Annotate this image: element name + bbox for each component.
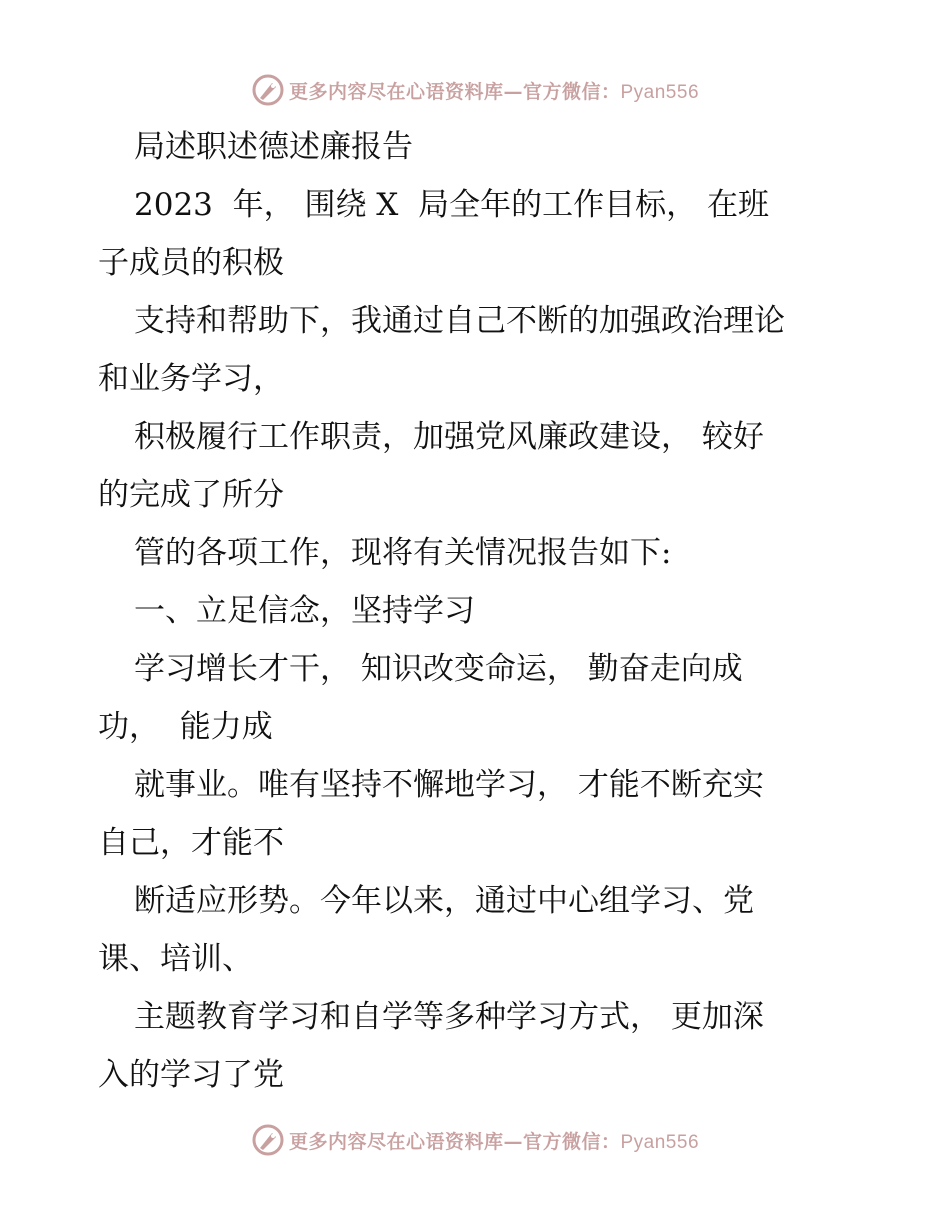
paragraph-line: 积极履行工作职责，加强党风廉政建设， 较好 xyxy=(134,419,764,455)
footer-watermark-banner xyxy=(0,1120,950,1160)
paragraph-line: 的完成了所分 xyxy=(98,477,284,513)
paragraph-line: 支持和帮助下，我通过自己不断的加强政治理论 xyxy=(134,303,785,339)
watermark-label: 更多内容尽在心语资料库—官方微信： xyxy=(288,1130,621,1153)
section-heading: 一、立足信念，坚持学习 xyxy=(134,593,475,629)
paragraph-line: 功， 能力成 xyxy=(98,709,273,745)
paragraph-line: 就事业。唯有坚持不懈地学习， 才能不断充实 xyxy=(134,767,764,803)
paragraph-line: 学习增长才干， 知识改变命运， 勤奋走向成 xyxy=(134,651,743,687)
pen-nib-logo-icon xyxy=(251,1123,285,1157)
paragraph-line: 管的各项工作，现将有关情况报告如下: xyxy=(134,535,672,571)
document-title: 局述职述德述廉报告 xyxy=(134,129,413,165)
paragraph-line: 断适应形势。今年以来，通过中心组学习、党 xyxy=(134,883,754,919)
paragraph-line: 子成员的积极 xyxy=(98,245,284,281)
watermark-handle: Pyan556 xyxy=(620,81,700,103)
paragraph-line: 2023 年， 围绕 X 局全年的工作目标， 在班 xyxy=(134,187,769,223)
paragraph-line: 自己，才能不 xyxy=(98,825,284,861)
watermark-label: 更多内容尽在心语资料库—官方微信： xyxy=(288,80,621,103)
paragraph-line: 和业务学习， xyxy=(98,361,284,397)
watermark-text xyxy=(289,1127,699,1154)
pen-nib-logo-icon xyxy=(251,73,285,107)
watermark-handle: Pyan556 xyxy=(620,1131,700,1153)
paragraph-line: 课、培训、 xyxy=(98,941,253,977)
header-watermark-banner xyxy=(0,70,950,110)
paragraph-line: 主题教育学习和自学等多种学习方式， 更加深 xyxy=(134,999,764,1035)
paragraph-line: 入的学习了党 xyxy=(98,1057,284,1093)
watermark-text xyxy=(289,77,699,104)
